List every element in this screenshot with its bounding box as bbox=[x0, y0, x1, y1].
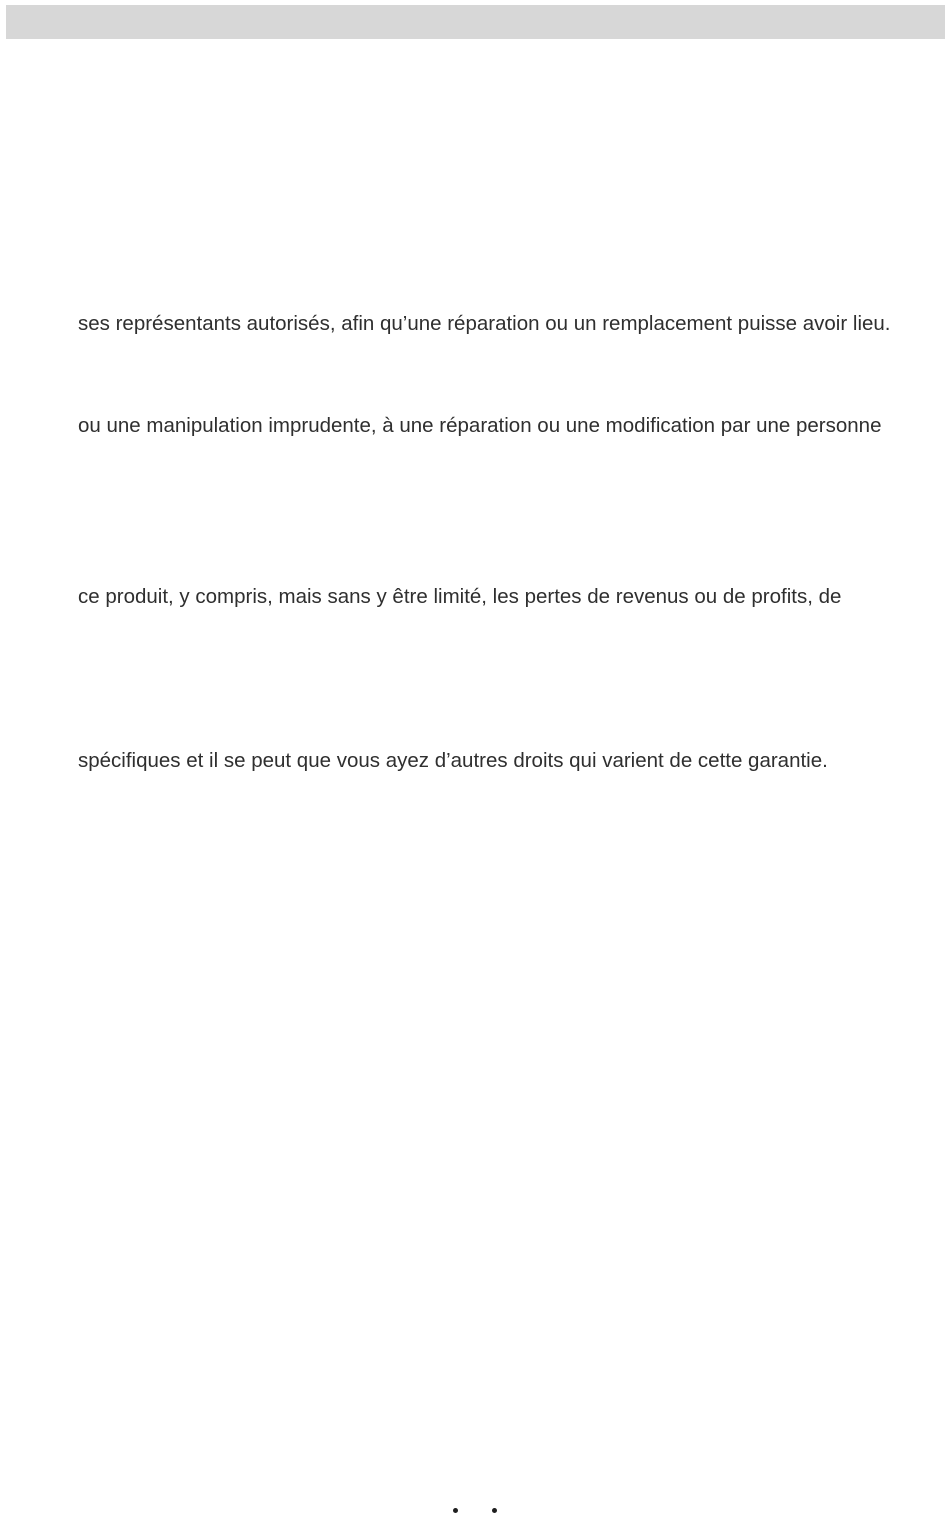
header-bar bbox=[6, 5, 945, 39]
footer-dot bbox=[492, 1508, 497, 1513]
body-text-line: ses représentants autorisés, afin qu’une réparation ou un remplacement puisse avoir lieu. bbox=[78, 312, 891, 335]
body-text-line: ou une manipulation imprudente, à une réparation ou une modification par une personne bbox=[78, 414, 882, 437]
body-text-line: ce produit, y compris, mais sans y être limité, les pertes de revenus ou de profits, de bbox=[78, 585, 842, 608]
footer-dot bbox=[453, 1508, 458, 1513]
body-text-line: spécifiques et il se peut que vous ayez d’autres droits qui varient de cette garantie. bbox=[78, 749, 828, 772]
